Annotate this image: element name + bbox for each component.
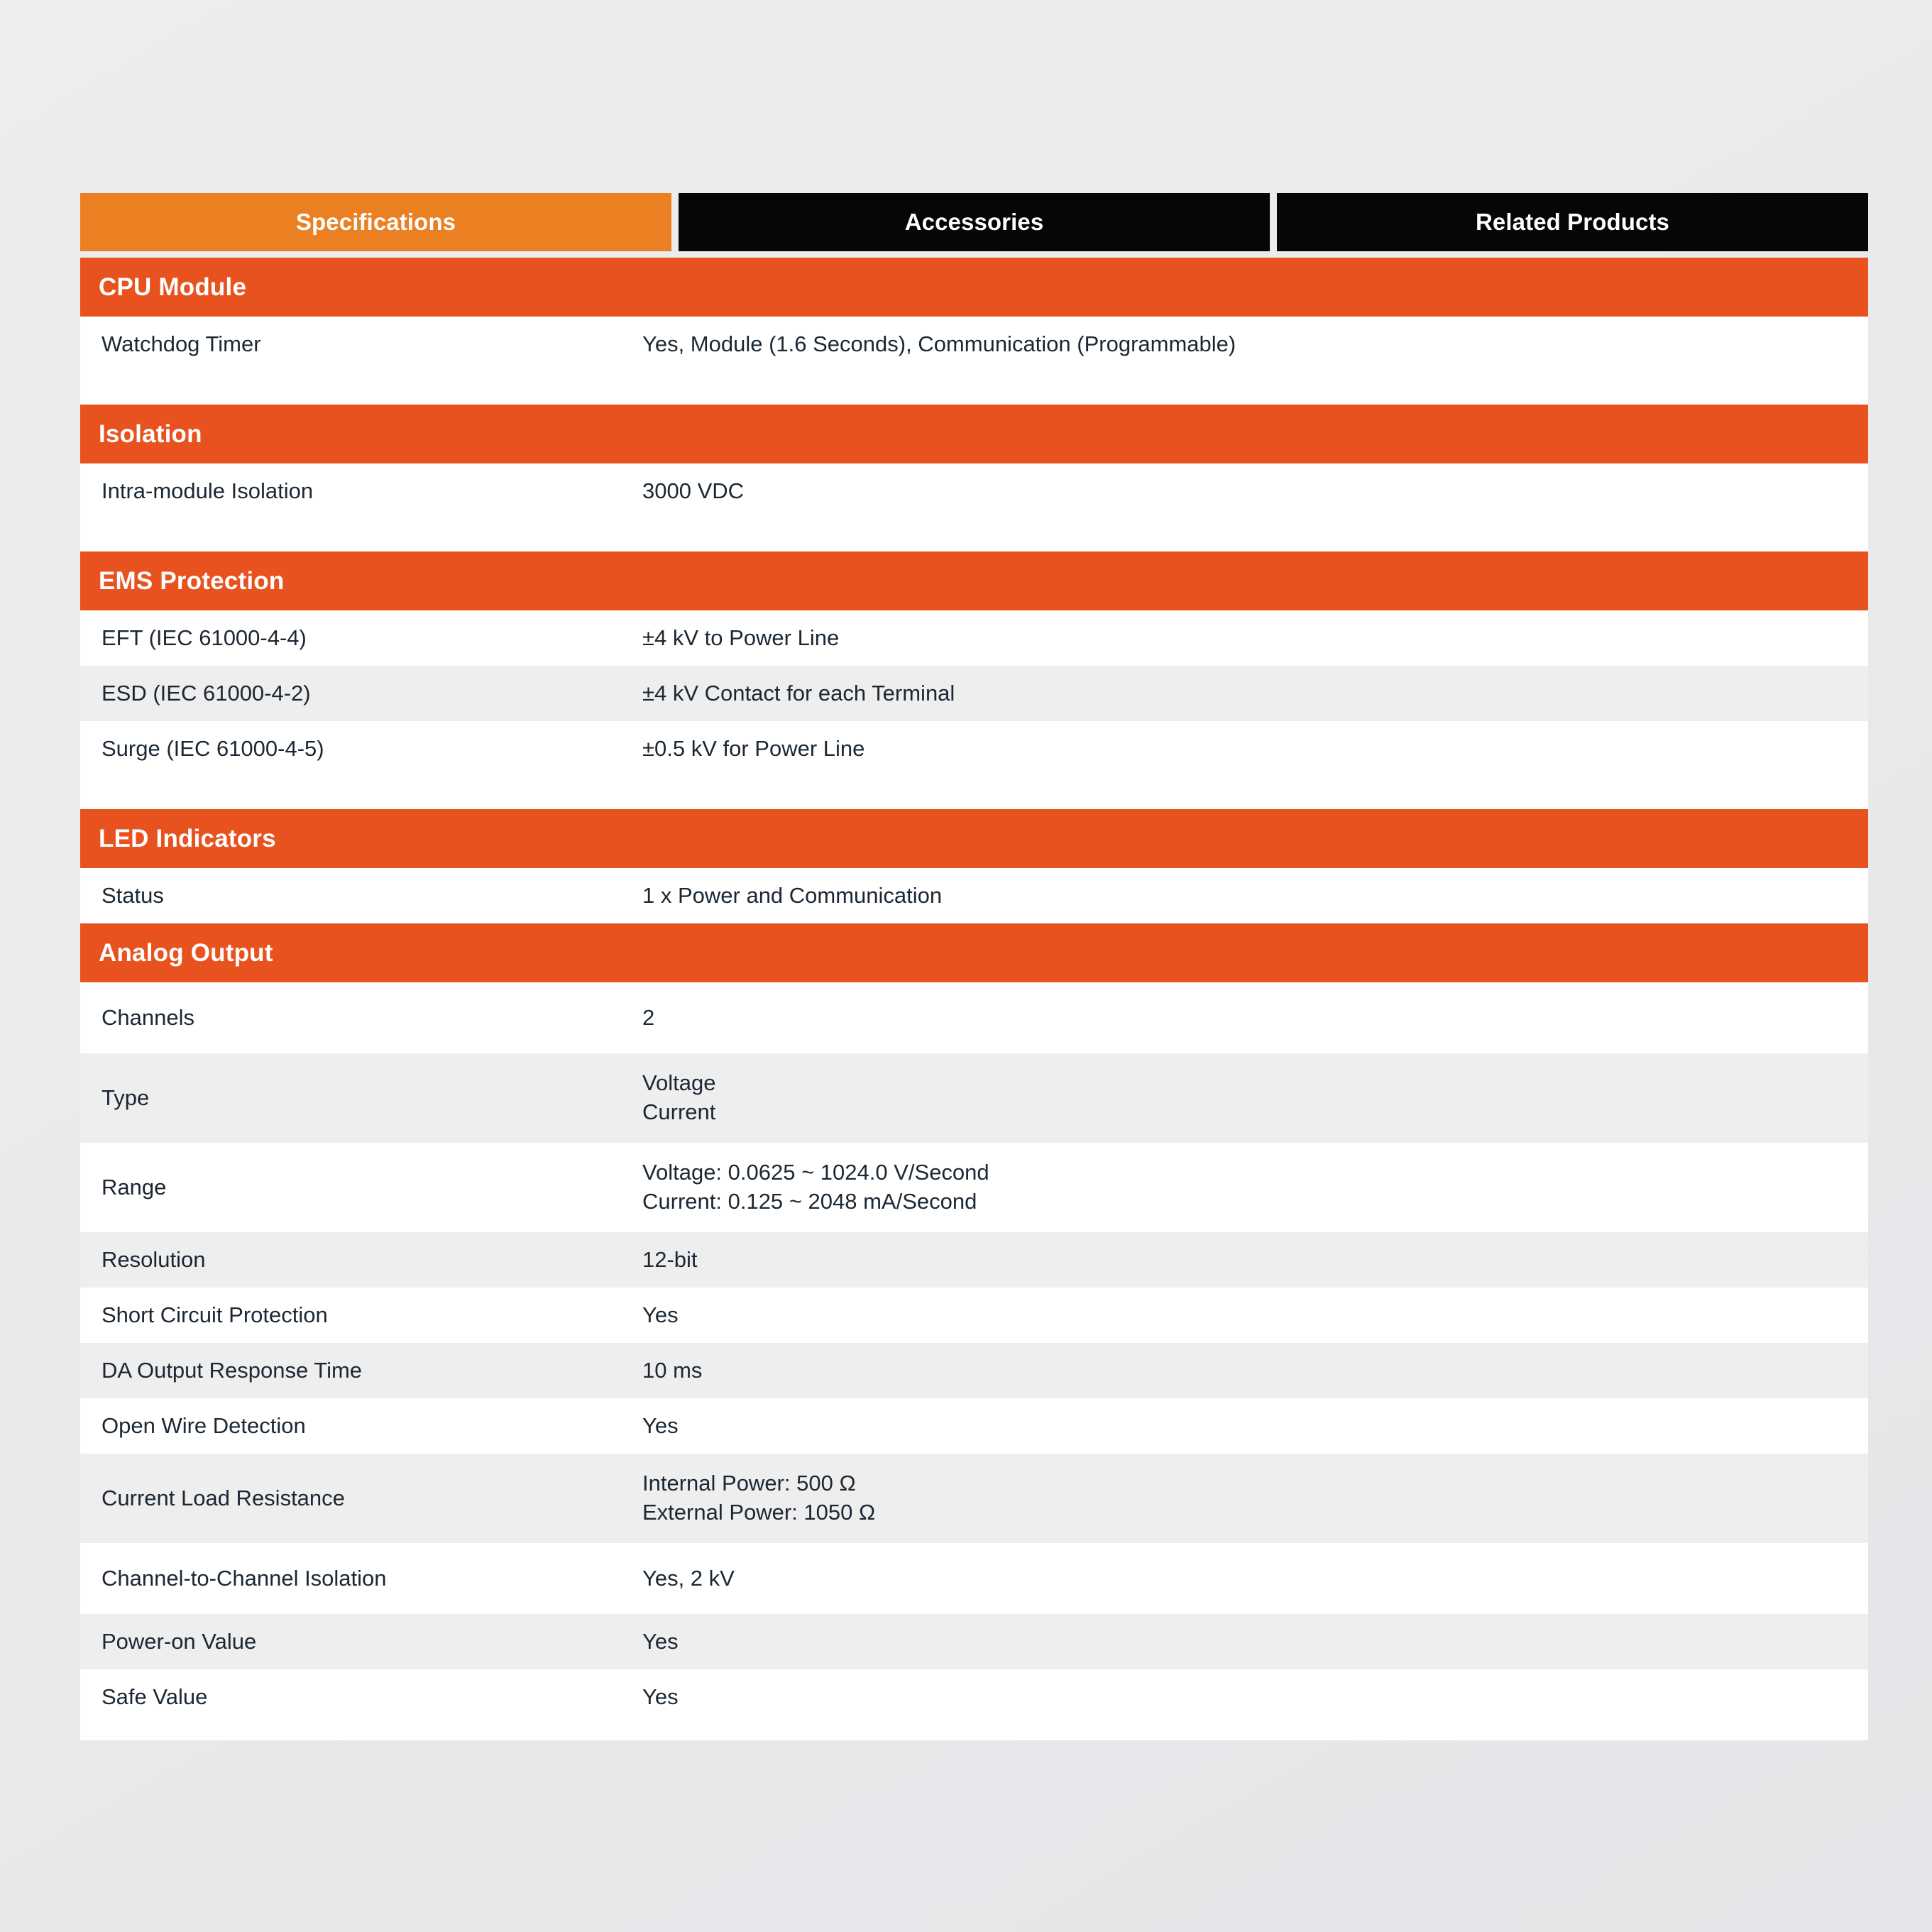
table-row	[80, 1398, 1868, 1454]
row-value-line: Current: 0.125 ~ 2048 mA/Second	[642, 1189, 977, 1214]
row-value-line: ±0.5 kV for Power Line	[642, 735, 865, 761]
row-value	[642, 477, 1868, 506]
table-row	[80, 666, 1868, 721]
row-value-line: 1 x Power and Communication	[642, 882, 943, 908]
table-row	[80, 1669, 1868, 1725]
row-label: Channel-to-Channel Isolation	[101, 1565, 387, 1591]
row-label: Open Wire Detection	[101, 1412, 306, 1438]
row-value	[642, 624, 1868, 653]
tab-related-products-label: Related Products	[1476, 209, 1669, 235]
section-header-analog-output: Analog Output	[80, 923, 1868, 982]
row-value	[642, 735, 1868, 764]
row-label: Safe Value	[101, 1684, 208, 1709]
section-header-isolation: Isolation	[80, 405, 1868, 463]
row-label: Power-on Value	[101, 1628, 257, 1654]
row-label: Surge (IEC 61000-4-5)	[101, 735, 324, 761]
section-header-led-indicators: LED Indicators	[80, 809, 1868, 868]
row-value-line: Yes, 2 kV	[642, 1565, 735, 1591]
tab-specifications[interactable]	[80, 193, 671, 251]
row-label: Channels	[101, 1004, 194, 1030]
row-label: Type	[101, 1085, 150, 1110]
row-value	[642, 1564, 1868, 1593]
row-value-line: Current	[642, 1099, 716, 1124]
row-value	[642, 1004, 1868, 1033]
row-label: EFT (IEC 61000-4-4)	[101, 625, 307, 650]
row-value	[642, 882, 1868, 911]
row-value	[642, 1158, 1868, 1217]
specifications-page	[80, 193, 1868, 1740]
row-value-line: Yes	[642, 1628, 679, 1654]
row-value	[642, 1469, 1868, 1527]
row-value-line: 10 ms	[642, 1357, 703, 1383]
section-spacer	[80, 372, 1868, 405]
row-value	[642, 1412, 1868, 1441]
row-value-line: Yes, Module (1.6 Seconds), Communication (Programmable)	[642, 331, 1236, 356]
row-value	[642, 330, 1868, 359]
row-value	[642, 679, 1868, 708]
row-label: DA Output Response Time	[101, 1357, 363, 1383]
row-label: Range	[101, 1174, 167, 1200]
tab-specifications-label: Specifications	[295, 209, 456, 235]
row-value-line: Voltage: 0.0625 ~ 1024.0 V/Second	[642, 1160, 989, 1185]
section-header-ems-protection: EMS Protection	[80, 551, 1868, 610]
table-row	[80, 721, 1868, 776]
row-label: Current Load Resistance	[101, 1485, 345, 1510]
section-rows-ems-protection	[80, 610, 1868, 809]
row-value	[642, 1301, 1868, 1330]
row-label: Status	[101, 882, 164, 908]
table-row	[80, 1232, 1868, 1288]
section-spacer	[80, 776, 1868, 809]
row-label: Short Circuit Protection	[101, 1302, 328, 1327]
tab-accessories[interactable]	[679, 193, 1270, 251]
table-row	[80, 868, 1868, 923]
table-row	[80, 610, 1868, 666]
row-value	[642, 1628, 1868, 1657]
row-value-line: 12-bit	[642, 1246, 698, 1272]
table-row	[80, 463, 1868, 519]
row-value-line: Voltage	[642, 1070, 716, 1096]
row-label: Watchdog Timer	[101, 331, 261, 356]
table-row	[80, 1343, 1868, 1398]
product-tab-bar	[80, 193, 1868, 251]
row-label: Intra-module Isolation	[101, 478, 314, 503]
row-value-line: Yes	[642, 1412, 679, 1438]
tab-accessories-label: Accessories	[904, 209, 1044, 235]
row-value	[642, 1683, 1868, 1712]
row-value	[642, 1246, 1868, 1275]
tab-related-products[interactable]	[1277, 193, 1868, 251]
specifications-table	[80, 258, 1868, 1740]
row-value-line: Internal Power: 500 Ω	[642, 1471, 856, 1496]
row-value-line: ±4 kV to Power Line	[642, 625, 840, 650]
row-value-line: Yes	[642, 1684, 679, 1709]
section-rows-led-indicators	[80, 868, 1868, 923]
section-rows-isolation	[80, 463, 1868, 551]
row-value-line: 3000 VDC	[642, 478, 745, 503]
row-value-line: Yes	[642, 1302, 679, 1327]
row-value	[642, 1069, 1868, 1127]
row-value	[642, 1356, 1868, 1385]
table-row	[80, 1614, 1868, 1669]
section-rows-cpu-module	[80, 317, 1868, 405]
section-spacer	[80, 1725, 1868, 1740]
table-row	[80, 317, 1868, 372]
table-row	[80, 1543, 1868, 1614]
table-row	[80, 982, 1868, 1053]
section-rows-analog-output	[80, 982, 1868, 1740]
row-value-line: ±4 kV Contact for each Terminal	[642, 680, 955, 706]
table-row	[80, 1454, 1868, 1543]
section-header-cpu-module: CPU Module	[80, 258, 1868, 317]
row-value-line: External Power: 1050 Ω	[642, 1500, 876, 1525]
row-label: Resolution	[101, 1246, 206, 1272]
row-value-line: 2	[642, 1004, 655, 1030]
table-row	[80, 1288, 1868, 1343]
table-row	[80, 1053, 1868, 1143]
row-label: ESD (IEC 61000-4-2)	[101, 680, 311, 706]
table-row	[80, 1143, 1868, 1232]
section-spacer	[80, 519, 1868, 551]
